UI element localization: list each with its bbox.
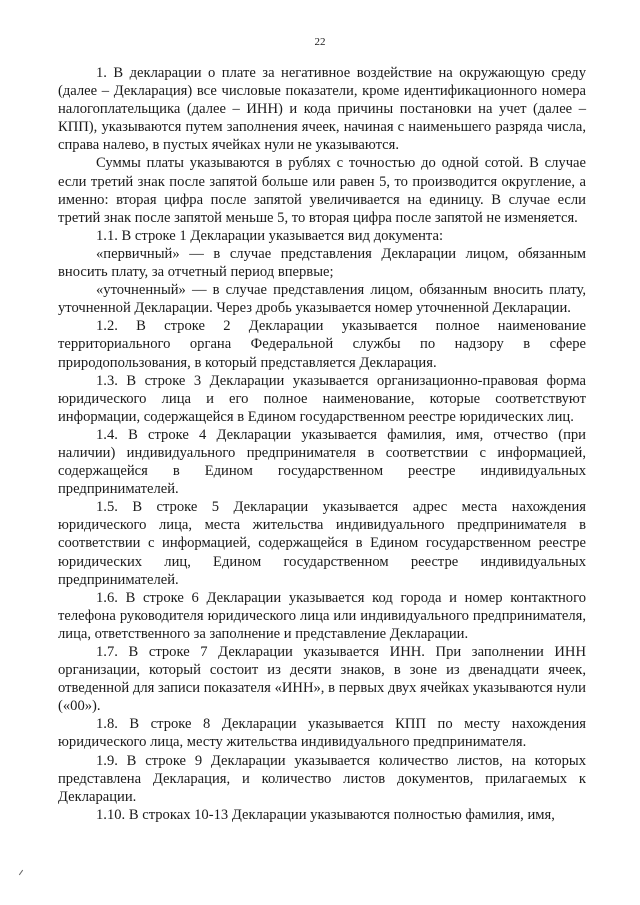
paragraph-11: 1.7. В строке 7 Декларации указывается ИНН. При заполнении ИНН организации, который состоит из десяти знаков, в зоне из двенадцати ячеек, отведенной для записи показателя «ИНН», в первых двух ячейках указываются нули («00»). [58, 644, 586, 715]
paragraph-4: «первичный» — в случае представления Декларации лицом, обязанным вносить плату, за отчетный период впервые; [58, 245, 586, 281]
paragraph-14: 1.10. В строках 10-13 Декларации указываются полностью фамилия, имя, [96, 806, 555, 823]
paragraph-1: 1. В декларации о плате за негативное воздействие на окружающую среду (далее – Декларация) все числовые показатели, кроме идентификационного номера налогоплательщика (далее – ИНН) и кода причины постановки на учет (далее – КПП), указываются путем заполнения ячеек, начиная с наименьшего разряда числа, справа налево, в пустых ячейках нули не указываются. [58, 65, 586, 154]
document-body [58, 64, 586, 824]
paragraph-12: 1.8. В строке 8 Декларации указывается КПП по месту нахождения юридического лица, месту жительства индивидуального предпринимателя. [58, 716, 586, 751]
paragraph-2: Суммы платы указываются в рублях с точностью до одной сотой. В случае если третий знак после запятой больше или равен 5, то производится округление, а именно: вторая цифра после запятой увеличивается на единицу. В случае если третий знак после запятой меньше 5, то вторая цифра после запятой не изменяется. [58, 155, 586, 226]
paragraph-7: 1.3. В строке 3 Декларации указывается организационно-правовая форма юридического лица и его полное наименование, которые соответствуют информации, содержащейся в Едином государственном реестре юридических лиц. [58, 372, 586, 425]
paragraph-13: 1.9. В строке 9 Декларации указывается количество листов, на которых представлена Декларация, и количество листов документов, прилагаемых к Декларации. [58, 752, 586, 805]
paragraph-9: 1.5. В строке 5 Декларации указывается адрес места нахождения юридического лица, места жительства индивидуального предпринимателя в соответствии с информацией, содержащейся в Едином государственном реестре юридических лиц, Едином государственном реестре индивидуальных предпринимателей. [58, 499, 586, 588]
paragraph-10: 1.6. В строке 6 Декларации указывается код города и номер контактного телефона руководителя юридического лица или индивидуального предпринимателя, лица, ответственного за заполнение и представление Декларации. [58, 589, 586, 642]
paragraph-6: 1.2. В строке 2 Декларации указывается полное наименование территориального органа Федеральной службы по надзору в сфере природопользования, в который представляется Декларация. [58, 318, 586, 371]
paragraph-8: 1.4. В строке 4 Декларации указывается фамилия, имя, отчество (при наличии) индивидуального предпринимателя в соответствии с информацией, содержащейся в Едином государственном реестре индивидуальных предпринимателей. [58, 426, 586, 498]
paragraph-3: 1.1. В строке 1 Декларации указывается вид документа: [96, 227, 444, 244]
page-number: 22 [314, 36, 326, 48]
paragraph-5: «уточненный» — в случае представления лицом, обязанным вносить плату, уточненной Декларации. Через дробь указывается номер уточненной Декларации. [58, 282, 586, 317]
scan-artifact-mark [19, 870, 23, 875]
